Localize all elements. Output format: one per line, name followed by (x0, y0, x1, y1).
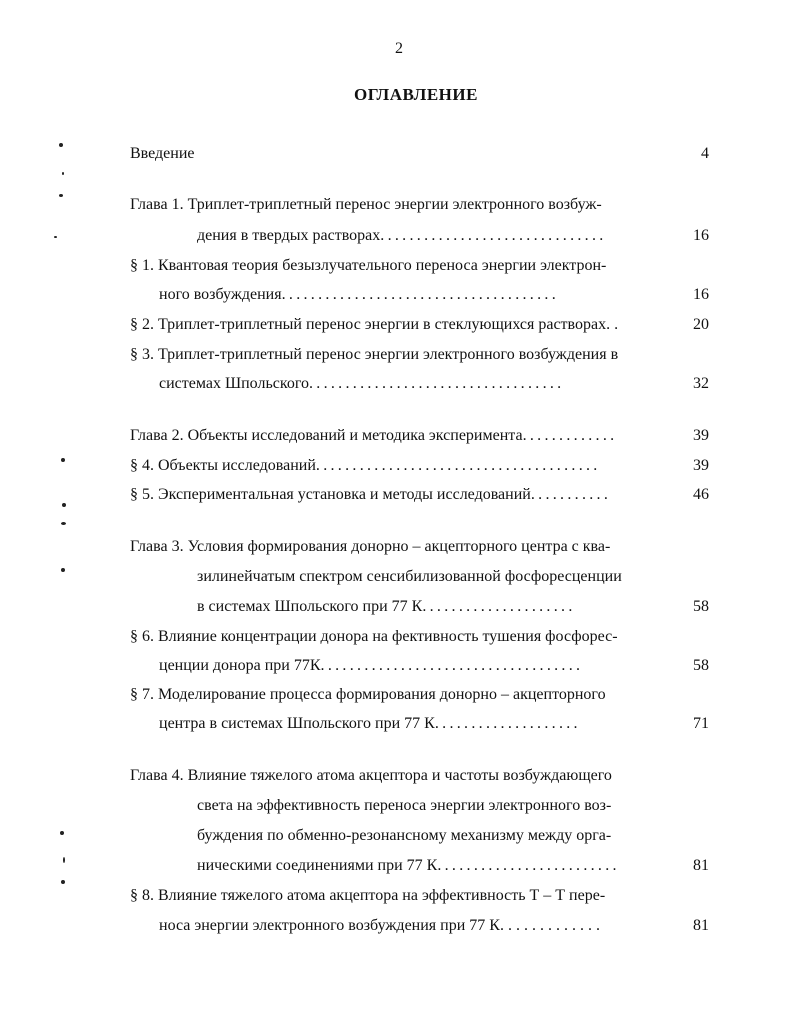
toc-section-7-line2: центра в системах Шпольского при 77 К.................... (159, 715, 581, 732)
toc-leader-s7: .................... (434, 715, 581, 732)
scan-speck (59, 143, 63, 147)
scan-speck (63, 857, 65, 863)
toc-leader-s5: ........... (530, 486, 612, 503)
toc-leader-ch4: ......................... (437, 857, 620, 874)
toc-section-1-line1: § 1. Квантовая теория безызлучательного переноса энергии электрон- (130, 257, 607, 274)
toc-chapter-4-line4: ническими соединениями при 77 К......................... (197, 857, 620, 874)
toc-leader-ch1: ............................... (380, 227, 607, 244)
toc-entry-intro: Введение (130, 145, 195, 162)
toc-chapter-4-line1: Глава 4. Влияние тяжелого атома акцептора и частоты возбуждающего (130, 767, 612, 784)
toc-page-chapter-4: 81 (693, 857, 709, 874)
scan-speck (61, 880, 65, 884)
toc-section-7-line1: § 7. Моделирование процесса формирования донорно – акцепторного (130, 686, 606, 703)
toc-chapter-4-line2: света на эффективность переноса энергии электронного воз- (197, 797, 612, 814)
toc-section-3-line2: системах Шпольского................................... (159, 375, 565, 392)
toc-page-chapter-3: 58 (693, 598, 709, 615)
toc-section-2-line1: § 2. Триплет-триплетный перенос энергии в стеклующихся растворах. . (130, 316, 619, 333)
toc-section-8-line1: § 8. Влияние тяжелого атома акцептора на эффективность Т – Т пере- (130, 887, 606, 904)
toc-chapter-2-line1: Глава 2. Объекты исследований и методика эксперимента............. (130, 427, 618, 444)
toc-page-section-2: 20 (693, 316, 709, 333)
toc-page-section-1: 16 (693, 286, 709, 303)
toc-title: ОГЛАВЛЕНИЕ (354, 85, 478, 104)
toc-chapter-3-line2: зилинейчатым спектром сенсибилизованной фосфоресценции (197, 568, 622, 585)
page-number: 2 (395, 40, 403, 57)
toc-page-intro: 4 (701, 145, 709, 162)
toc-page-section-3: 32 (693, 375, 709, 392)
toc-chapter-3-line3: в системах Шпольского при 77 К..................... (197, 598, 576, 615)
toc-page-section-8: 81 (693, 917, 709, 934)
scan-speck (62, 503, 66, 507)
toc-chapter-4-line3: буждения по обменно-резонансному механизму между орга- (197, 827, 612, 844)
toc-section-4-line1: § 4. Объекты исследований....................................... (130, 457, 601, 474)
toc-leader-s8: . . . . . . . . . . . . . (499, 917, 600, 934)
toc-chapter-1-line1: Глава 1. Триплет-триплетный перенос энергии электронного возбуж- (130, 196, 602, 213)
toc-leader-s1: ...................................... (281, 286, 559, 303)
toc-page-section-7: 71 (693, 715, 709, 732)
toc-page-section-4: 39 (693, 457, 709, 474)
toc-section-6-line2: ценции донора при 77К.................................... (159, 657, 584, 674)
toc-leader-s3: ................................... (308, 375, 565, 392)
scan-speck (60, 831, 64, 835)
toc-section-3-line1: § 3. Триплет-триплетный перенос энергии электронного возбуждения в (130, 346, 619, 363)
scan-speck (61, 522, 66, 525)
toc-leader-s6: .................................... (320, 657, 584, 674)
scan-speck (54, 236, 57, 238)
toc-leader-ch3: ..................... (422, 598, 576, 615)
scan-speck (62, 172, 64, 175)
toc-page-section-5: 46 (693, 486, 709, 503)
toc-section-6-line1: § 6. Влияние концентрации донора на фективность тушения фосфорес- (130, 628, 618, 645)
toc-leader-s4: ....................................... (315, 457, 601, 474)
toc-leader-ch2: ............. (522, 427, 618, 444)
toc-page-chapter-1: 16 (693, 227, 709, 244)
toc-chapter-1-line2: дения в твердых растворах............................... (197, 227, 607, 244)
toc-page-chapter-2: 39 (693, 427, 709, 444)
scan-speck (61, 568, 65, 572)
toc-section-1-line2: ного возбуждения...................................... (159, 286, 559, 303)
toc-page-section-6: 58 (693, 657, 709, 674)
toc-section-8-line2: носа энергии электронного возбуждения при 77 К. . . . . . . . . . . . . (159, 917, 600, 934)
scan-speck (59, 194, 63, 197)
toc-section-5-line1: § 5. Экспериментальная установка и методы исследований........... (130, 486, 612, 503)
scan-speck (61, 458, 65, 462)
toc-chapter-3-line1: Глава 3. Условия формирования донорно – акцепторного центра с ква- (130, 538, 611, 555)
